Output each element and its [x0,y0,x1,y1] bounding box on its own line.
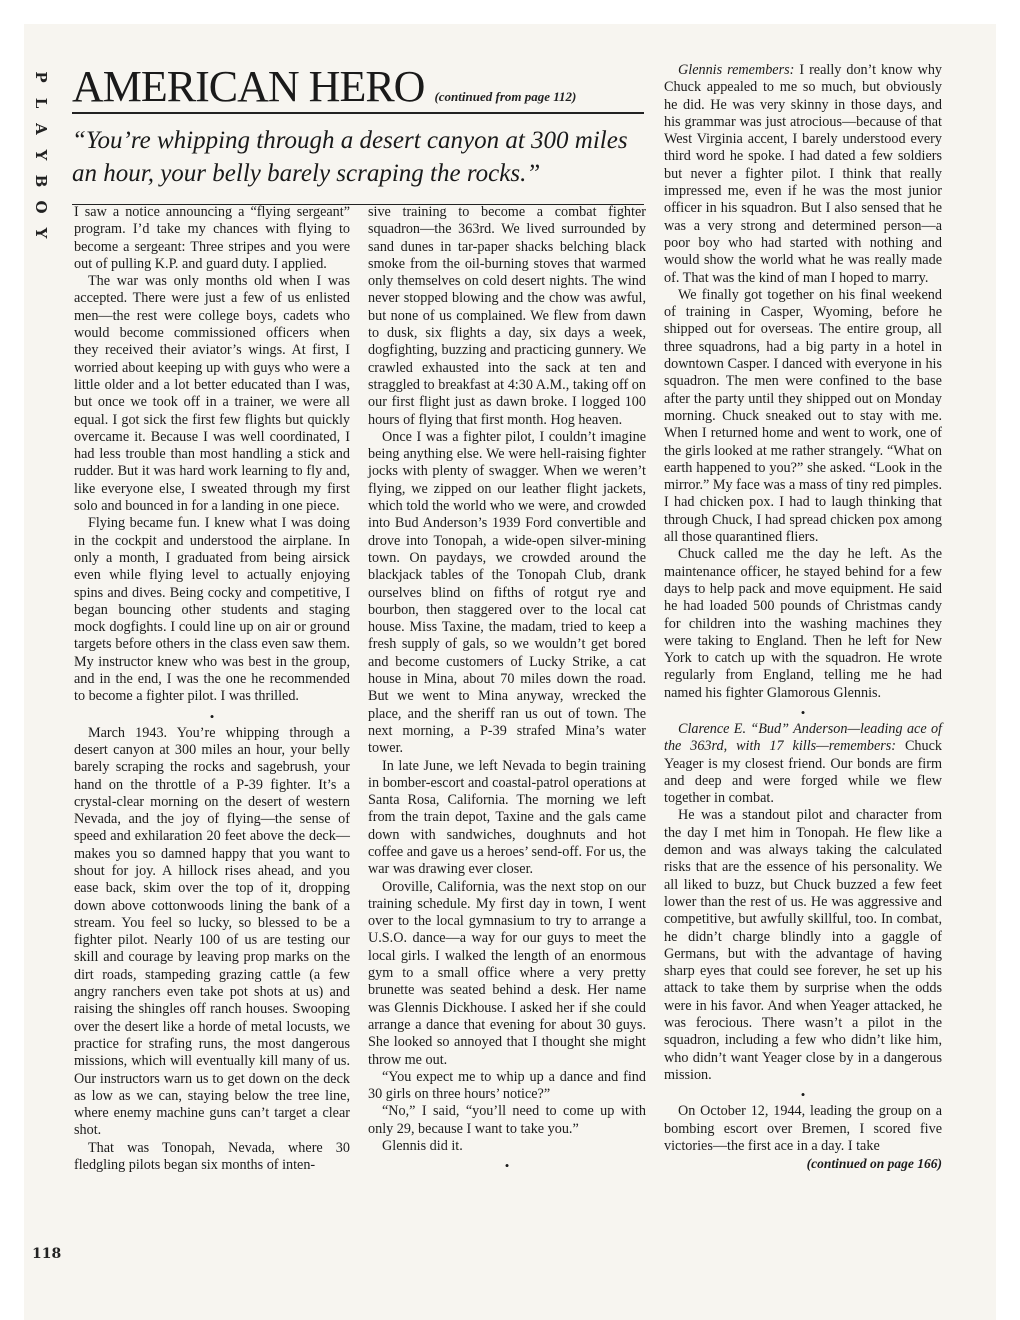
masthead-letter: L [32,97,50,109]
masthead-letter: A [32,123,50,135]
masthead-letter: B [32,174,50,188]
article-title: AMERICAN HERO [72,62,425,111]
continued-from-note: (continued from page 112) [434,89,577,104]
paragraph: We finally got together on his final weekend of training in Casper, Wyoming, before he shipped out for overseas. The entire group, all three squadrons, had a big party in a hotel in downtown Casper. I danced with everyone in his squadron. The men were confined to the base after the party until they shipped out on Monday morning. Chuck sneaked out to stay with me. When I returned home and went to work, one of the girls looked at me rather strangely. “What on earth happened to you?” she asked. “Look in the mirror.” My face was a mass of tiny red pimples. I had chicken pox. I had to laugh thinking that through Chuck, I had spread chicken pox among all those quarantined fliers. [664,286,942,546]
page-number: 118 [32,1246,62,1262]
section-bullet: • [504,1158,510,1174]
paragraph: Glennis did it. [382,1138,463,1155]
paragraph: Once I was a fighter pilot, I couldn’t imagine being anything else. We were hell-raising fighter jocks with plenty of swagger. When we weren’t flying, we zipped on our leather flight jackets, which told the world who we were, and crowded into Bud Anderson’s 1939 Ford convertible and drove into Tonopah, a wide-open silver-mining town. On paydays, we crowded around the blackjack tables of the Tonopah Club, drank ourselves blind on fifths of rotgut rye and bourbon, then staggered over to the local cat house. Miss Taxine, the madam, tried to keep a fresh supply of gals, so we wouldn’t get bored and become customers of Lucky Strike, a cat house in Mina, about 70 miles down the road. But we went to Mina anyway, wrecked the place, and the sheriff ran us out of town. The next morning, a P-39 strafed Mina’s water tower. [368,428,646,757]
pull-quote: “You’re whipping through a desert canyon at 300 miles an hour, your belly barely scraping the rocks.” [72,124,644,205]
paragraph: Oroville, California, was the next stop on our training schedule. My first day in town, I went over to the local gymnasium to try to arrange a U.S.O. dance—a way for our guys to meet the local girls. I walked the length of an enormous gym to a small office where a very pretty brunette was seated behind a desk. Her name was Glennis Dickhouse. I asked her if she could arrange a dance that evening for about 30 guys. She looked so annoyed that I thought she might throw me out. [368,878,646,1068]
text-column-2 [368,204,646,1174]
masthead-letter: Y [32,227,50,239]
paragraph: Chuck called me the day he left. As the maintenance officer, he stayed behind for a few days to help pack and move equipment. He said he had loaded 500 pounds of Christmas candy for children into the washing machines they were taking to England. Then he left for New York to catch up with the squadron. He wrote regularly from England, telling me he had named his fighter Glamorous Glennis. [664,546,942,701]
text-column-3 [664,62,942,1172]
masthead-letter: O [32,200,50,214]
paragraph: On October 12, 1944, leading the group on a bombing escort over Bremen, I scored five victories—the first ace in a day. I take [664,1103,942,1154]
paragraph: sive training to become a combat fighter squadron—the 363rd. We lived surrounded by sand dunes in tar-paper shacks belching black smoke from the oil-burning stoves that warmed only themselves on cold desert nights. The wind never stopped blowing and the chow was awful, but none of us complained. We flew from dawn to dusk, six flights a day, six days a week, dogfighting, buzzing and practicing gunnery. We crawled exhausted into the sack at ten and straggled to breakfast at 4:30 A.M., taking off on our first flight just as dawn broke. I logged 100 hours of flying that first month. Hog heaven. [368,204,646,428]
article-headline [72,64,644,205]
section-bullet: • [209,708,215,724]
paragraph: That was Tonopah, Nevada, where 30 fledgling pilots began six months of inten- [74,1139,350,1174]
masthead-letter: Y [32,149,50,161]
section-bullet: • [800,704,806,720]
continued-on-note: (continued on page 166) [806,1156,942,1172]
paragraph: He was a standout pilot and character from the day I met him in Tonopah. He flew like a demon and was always taking the calculated risks that are the essence of his personality. We all liked to buzz, but Chuck buzzed a few feet lower than the rest of us. He was aggressive and competitive, but awfully skillful, too. In combat, he didn’t charge blindly into a gaggle of Germans, but with the advantage of having sharp eyes that could see forever, he set up his attack to take them by surprise when the odds were in his favor. And when Yeager attacked, he was ferocious. There wasn’t a pilot in the squadron, including a few who didn’t like him, who didn’t want Yeager close by in a dangerous mission. [664,807,942,1083]
paragraph [664,62,942,287]
playboy-masthead [30,64,52,246]
section-bullet: • [800,1087,806,1103]
paragraph [664,721,942,807]
text-column-1 [74,204,350,1174]
magazine-page [24,24,996,1320]
paragraph: The war was only months old when I was accepted. There were just a few of us enlisted men—the rest were college boys, cadets who would become commissioned officers when they received their aviator’s wings. At first, I worried about keeping up with guys who were a little older and a lot better educated than I was, but once we took off in a trainer, we were all equal. I got sick the first few flights but quickly overcame it. Because I was well coordinated, I had less trouble than most handling a stick and rudder. But it was hard work learning to fly and, like everyone else, I sweated through my first solo and bounced in for a landing in one piece. [74,273,350,515]
paragraph: In late June, we left Nevada to begin training in bomber-escort and coastal-patrol operations at Santa Rosa, California. The morning we left from the train depot, Taxine and the gals came down with sandwiches, doughnuts and hot coffee and gave us a heroes’ send-off. For us, the war was drawing ever closer. [368,757,646,878]
speaker-label: Glennis remembers: [678,62,795,78]
title-row [72,64,644,114]
paragraph: “You expect me to whip up a dance and find 30 girls on three hours’ notice?” [368,1068,646,1103]
paragraph: Flying became fun. I knew what I was doing in the cockpit and understood the airplane. In only a month, I graduated from being airsick even while flying level to actually enjoying spins and dives. Being cocky and competitive, I began bouncing other students and staging mock dogfights. I could line up on air or ground targets before others in the class even saw them. My instructor knew who was best in the group, and in the end, I was the one he recommended to become a fighter pilot. I was thrilled. [74,515,350,705]
speaker-label: Clarence E. “Bud” Anderson—leading ace of the 363rd, with 17 kills—remembers: [664,720,942,755]
masthead-letter: P [32,71,50,83]
paragraph-text: Chuck Yeager is my closest friend. Our bonds are firm and deep and were forged while we flew together in combat. [664,738,943,807]
paragraph: I saw a notice announcing a “flying sergeant” program. I’d take my chances with flying to become a sergeant: Three stripes and you were out of pulling K.P. and guard duty. I applied. [74,204,350,272]
paragraph-text: I really don’t know why Chuck appealed to me so much, but obviously he did. He was very skinny in those days, and his grammar was just atrocious—because of that West Virginia accent, I barely understood every third word he spoke. I had dated a few soldiers but never a fighter pilot. I think that really impressed me, even if he was the most junior officer in his squadron. But I also sensed that he was a very strong and determined person—a poor boy who had started with nothing and would show the world what he was really made of. That was the kind of man I hoped to marry. [664,62,943,286]
paragraph: March 1943. You’re whipping through a desert canyon at 300 miles an hour, your belly barely scraping the rocks and sagebrush, your hand on the throttle of a P-39 fighter. It’s a crystal-clear morning on the desert of western Nevada, and the joy of flying—the sense of speed and exhilaration 20 feet above the deck—makes you so damned happy that you want to shout for joy. A hillock rises ahead, and you ease back, skim over the top of it, dropping down above cottonwoods lining the bank of a stream. You feel so lucky, so blessed to be a fighter pilot. Nearly 100 of us are testing our skill and courage by leaving prop marks on the dirt roads, stampeding grazing cattle (a few angry ranchers even take pot shots at us) and raising the shingles off ranch houses. Swooping over the desert like a horde of metal locusts, we practice for strafing runs, the most dangerous missions, which will eventually kill many of us. Our instructors warn us to get down on the deck as low as we can, staying below the tree line, where enemy machine guns can’t target a clear shot. [74,724,350,1139]
paragraph: “No,” I said, “you’ll need to come up with only 29, because I want to take you.” [368,1103,646,1137]
